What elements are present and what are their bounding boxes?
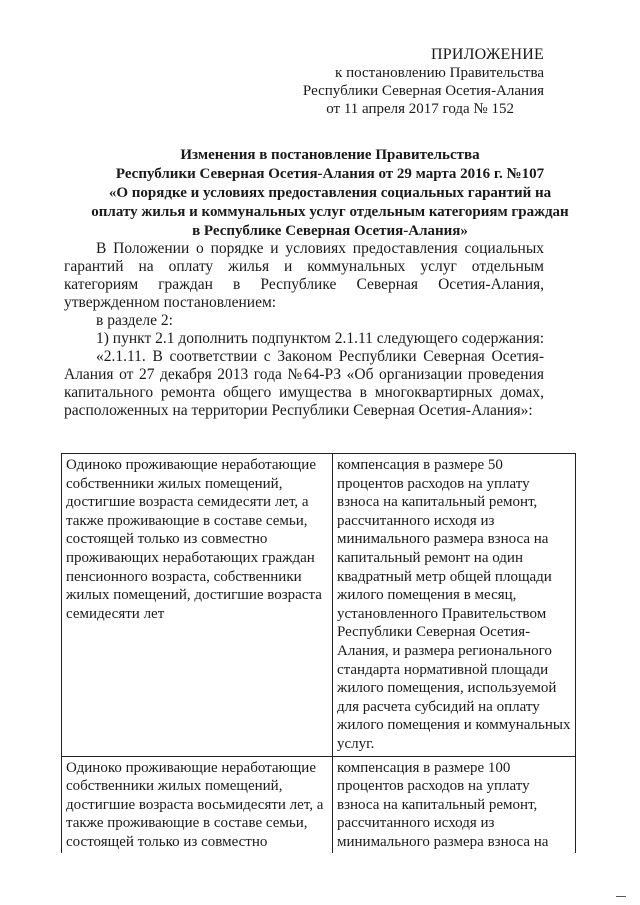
paragraph-item-1: 1) пункт 2.1 дополнить подпунктом 2.1.11 следующего содержания: [96, 330, 545, 347]
table-cell-compensation: компенсация в размере 100 процентов расходов на уплату взноса на капитальный ремонт, рассчитанного исходя из минимального размера взноса на [333, 756, 576, 853]
title-line-5: в Республике Северная Осетия-Алания» [192, 223, 468, 239]
paragraph-intro: В Положении о порядке и условиях предоставления социальных гарантий на оплату жилья и коммунальных услуг отдельным категориям граждан в Республике Северная Осетия-Алания, утвержденном постановлением: [64, 240, 544, 311]
title-line-2: Республики Северная Осетия-Алания от 29 марта 2016 г. №107 [115, 166, 545, 182]
body-text [64, 240, 544, 420]
table-row [62, 756, 576, 853]
appendix-label: ПРИЛОЖЕНИЕ [430, 46, 544, 63]
document-title [60, 146, 600, 241]
table-cell-category: Одиноко проживающие неработающие собственники жилых помещений, достигшие возраста восьмидесяти лет, а также проживающие в составе семьи, состоящей только из совместно [62, 756, 333, 853]
benefits-table [61, 453, 576, 853]
appendix-line-2: Республики Северная Осетия-Алания [302, 83, 544, 99]
paragraph-subitem: «2.1.11. В соответствии с Законом Республики Северная Осетия-Алания от 27 декабря 2013 года №64-РЗ «Об организации проведения капитального ремонта общего имущества в многоквартирных домах, расположенных на территории Республики Северная Осетия-Алания»: [64, 348, 544, 419]
appendix-line-3: от 11 апреля 2017 года № 152 [326, 101, 514, 117]
table-row [62, 454, 576, 757]
table-cell-category: Одиноко проживающие неработающие собственники жилых помещений, достигшие возраста семидесяти лет, а также проживающие в составе семьи, состоящей только из совместно проживающих неработающих граждан пенсионного возраста, собственники жилых помещений, достигшие возраста семидесяти лет [62, 454, 333, 757]
paragraph-section: в разделе 2: [96, 312, 173, 329]
title-line-1: Изменения в постановление Правительства [180, 147, 480, 163]
title-line-3: «О порядке и условиях предоставления социальных гарантий на [108, 185, 552, 201]
table-cell-compensation: компенсация в размере 50 процентов расходов на уплату взноса на капитальный ремонт, рассчитанного исходя из минимального размера взноса на капитальный ремонт на один квадратный метр общей площади жилого помещения в месяц, установленного Правительством Республики Северная Осетия-Алания, и размера регионального стандарта нормативной площади жилого помещения, используемой для расчета субсидий на оплату жилого помещения и коммунальных услуг. [333, 454, 576, 757]
page-edge-mark [616, 896, 626, 897]
appendix-line-1: к постановлению Правительства [335, 65, 544, 81]
appendix-header [244, 46, 544, 118]
title-line-4: оплату жилья и коммунальных услуг отдельным категориям граждан [91, 204, 569, 220]
